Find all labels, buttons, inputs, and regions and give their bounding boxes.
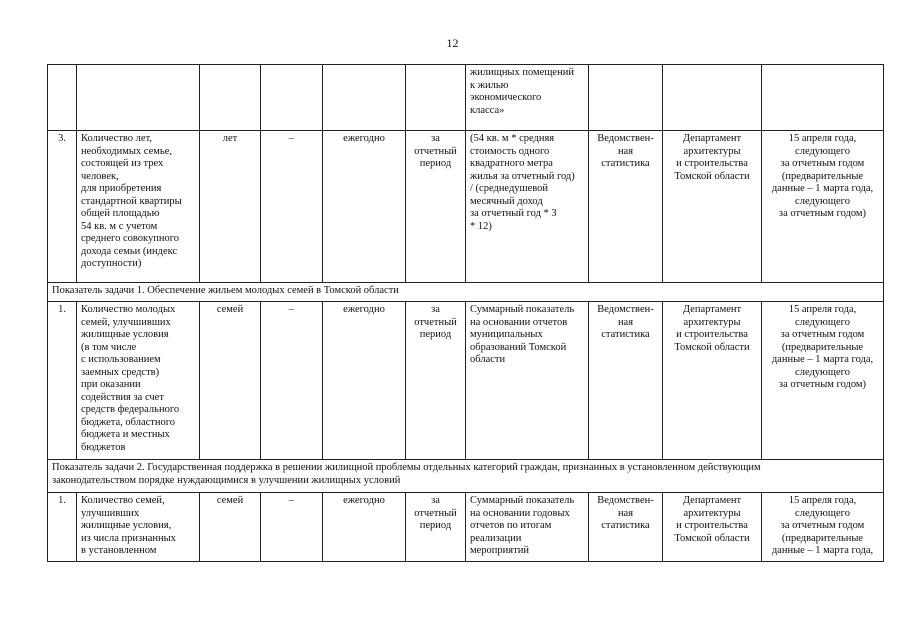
cell-name: Количество молодых семей, улучшивших жилищные условия (в том числе с использованием заемных средств) при оказании содействия за счет средств федерального бюджета, областного бюджета и местных бюджетов — [77, 302, 200, 460]
cell-num: 1. — [48, 493, 77, 562]
cell-num — [48, 65, 77, 131]
cell-formula: Суммарный показатель на основании годовых отчетов по итогам реализации мероприятий — [466, 493, 589, 562]
cell-deadline: 15 апреля года, следующего за отчетным годом (предварительные данные – 1 марта года, — [762, 493, 884, 562]
cell-frequency: ежегодно — [323, 131, 406, 283]
cell-frequency: ежегодно — [323, 302, 406, 460]
cell-source: Ведомствен- ная статистика — [589, 493, 663, 562]
table-row — [48, 65, 884, 131]
table-row — [48, 131, 884, 283]
section-row — [48, 460, 884, 493]
cell-frequency — [323, 65, 406, 131]
cell-formula: Суммарный показатель на основании отчетов муниципальных образований Томской области — [466, 302, 589, 460]
cell-source: Ведомствен- ная статистика — [589, 131, 663, 283]
cell-responsible — [663, 65, 762, 131]
cell-dash: – — [261, 302, 323, 460]
cell-formula: (54 кв. м * средняя стоимость одного квадратного метра жилья за отчетный год) / (среднедушевой месячный доход за отчетный год * 3 * 12) — [466, 131, 589, 283]
cell-formula: жилищных помещений к жилью экономического класса» — [466, 65, 589, 131]
indicators-table — [47, 64, 884, 562]
cell-name — [77, 65, 200, 131]
table-row — [48, 493, 884, 562]
cell-dash: – — [261, 493, 323, 562]
page-number: 12 — [446, 36, 459, 50]
cell-name: Количество семей, улучшивших жилищные условия, из числа признанных в установленном — [77, 493, 200, 562]
cell-dash — [261, 65, 323, 131]
cell-responsible: Департамент архитектуры и строительства Томской области — [663, 302, 762, 460]
cell-unit — [200, 65, 261, 131]
cell-period — [406, 65, 466, 131]
cell-period: за отчетный период — [406, 131, 466, 283]
cell-unit: семей — [200, 302, 261, 460]
cell-name: Количество лет, необходимых семье, состоящей из трех человек, для приобретения стандартной квартиры общей площадью 54 кв. м с учетом среднего совокупного дохода семьи (индекс доступности) — [77, 131, 200, 283]
table-row — [48, 302, 884, 460]
cell-period: за отчетный период — [406, 302, 466, 460]
cell-responsible: Департамент архитектуры и строительства Томской области — [663, 493, 762, 562]
cell-unit: лет — [200, 131, 261, 283]
cell-deadline: 15 апреля года, следующего за отчетным годом (предварительные данные – 1 марта года, следующего за отчетным годом) — [762, 131, 884, 283]
cell-num: 1. — [48, 302, 77, 460]
section-row — [48, 283, 884, 302]
section-title: Показатель задачи 1. Обеспечение жильем молодых семей в Томской области — [48, 283, 884, 302]
cell-frequency: ежегодно — [323, 493, 406, 562]
cell-deadline — [762, 65, 884, 131]
cell-deadline: 15 апреля года, следующего за отчетным годом (предварительные данные – 1 марта года, следующего за отчетным годом) — [762, 302, 884, 460]
cell-source — [589, 65, 663, 131]
cell-dash: – — [261, 131, 323, 283]
cell-responsible: Департамент архитектуры и строительства Томской области — [663, 131, 762, 283]
section-title: Показатель задачи 2. Государственная поддержка в решении жилищной проблемы отдельных категорий граждан, признанных в установленном действующим законодательством порядке нуждающимися в улучшении жилищных условий — [48, 460, 884, 493]
cell-source: Ведомствен- ная статистика — [589, 302, 663, 460]
cell-period: за отчетный период — [406, 493, 466, 562]
cell-unit: семей — [200, 493, 261, 562]
cell-num: 3. — [48, 131, 77, 283]
